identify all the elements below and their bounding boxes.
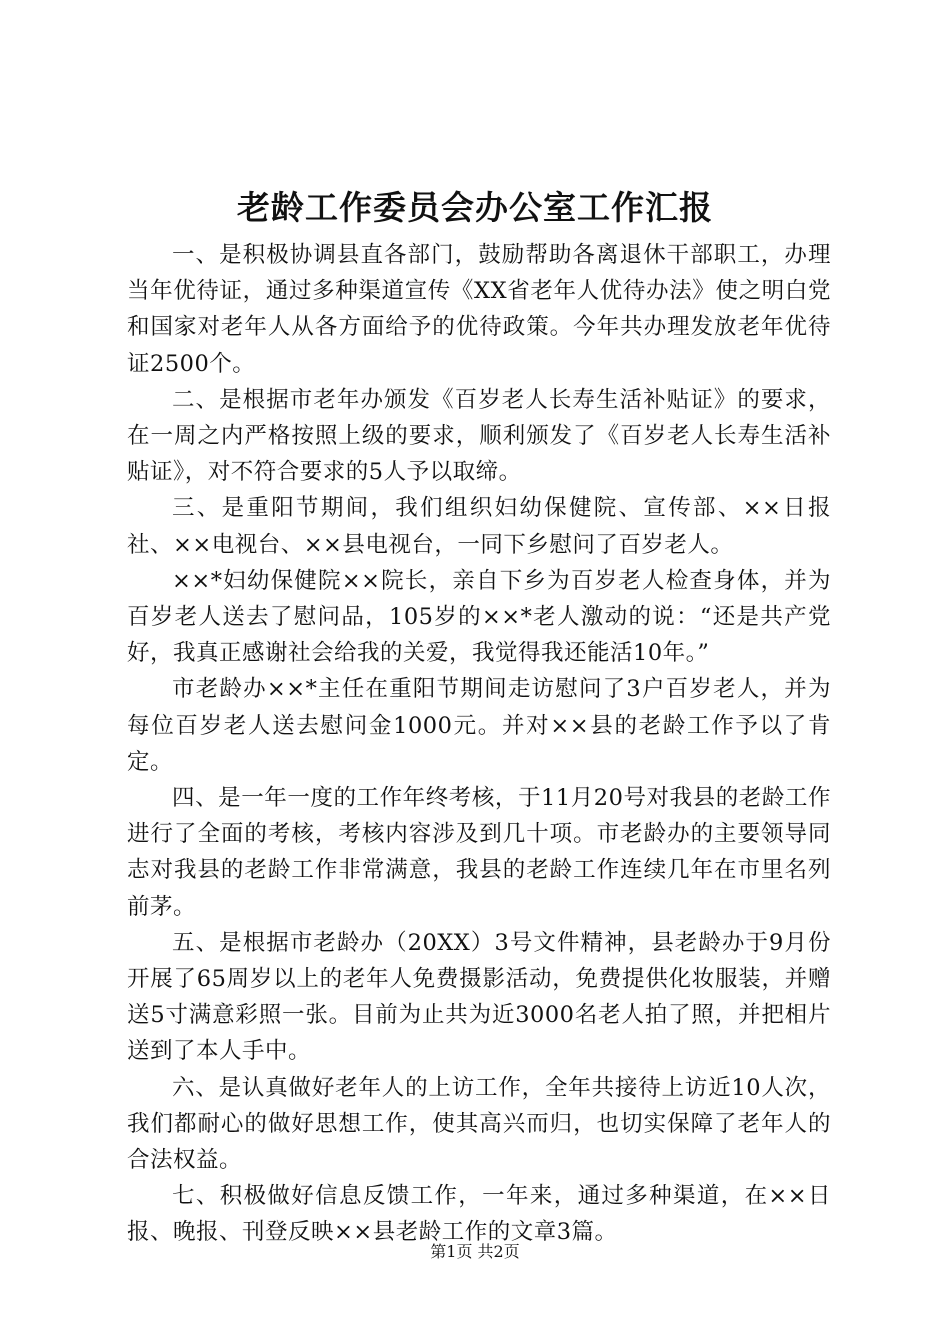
paragraph-4: ××*妇幼保健院××院长，亲自下乡为百岁老人检查身体，并为百岁老人送去了慰问品，105岁的××*老人激动的说：“还是共产党好，我真正感谢社会给我的关爱，我觉得我还能活10年。” [127, 567, 831, 667]
paragraph-6: 四、是一年一度的工作年终考核，于11月20号对我县的老龄工作进行了全面的考核，考核内容涉及到几十项。市老龄办的主要领导同志对我县的老龄工作非常满意，我县的老龄工作连续几年在市里名列前茅。 [127, 785, 831, 920]
page-footer: 第1页 共2页 [430, 1242, 520, 1261]
paragraph-5: 市老龄办××*主任在重阳节期间走访慰问了3户百岁老人，并为每位百岁老人送去慰问金1000元。并对××县的老龄工作予以了肯定。 [127, 676, 831, 775]
paragraph-8: 六、是认真做好老年人的上访工作，全年共接待上访近10人次，我们都耐心的做好思想工作，使其高兴而归，也切实保障了老年人的合法权益。 [127, 1074, 831, 1174]
paragraph-2: 二、是根据市老年办颁发《百岁老人长寿生活补贴证》的要求，在一周之内严格按照上级的要求，顺利颁发了《百岁老人长寿生活补贴证》，对不符合要求的5人予以取缔。 [127, 386, 831, 486]
paragraph-9: 七、积极做好信息反馈工作，一年来，通过多种渠道，在××日报、晚报、刊登反映××县老龄工作的文章3篇。 [127, 1183, 831, 1246]
paragraph-1: 一、是积极协调县直各部门，鼓励帮助各离退休干部职工，办理当年优待证，通过多种渠道宣传《XX省老年人优待办法》使之明白党和国家对老年人从各方面给予的优待政策。今年共办理发放老年优待证2500个。 [127, 242, 831, 377]
paragraph-7: 五、是根据市老龄办（20XX）3号文件精神，县老龄办于9月份开展了65周岁以上的老年人免费摄影活动，免费提供化妆服装，并赠送5寸满意彩照一张。目前为止共为近3000名老人拍了照，并把相片送到了本人手中。 [127, 929, 831, 1065]
document-body [127, 237, 831, 1251]
paragraph-3: 三、是重阳节期间，我们组织妇幼保健院、宣传部、××日报社、××电视台、××县电视台，一同下乡慰问了百岁老人。 [127, 495, 831, 558]
document-title: 老龄工作委员会办公室工作汇报 [237, 188, 713, 227]
